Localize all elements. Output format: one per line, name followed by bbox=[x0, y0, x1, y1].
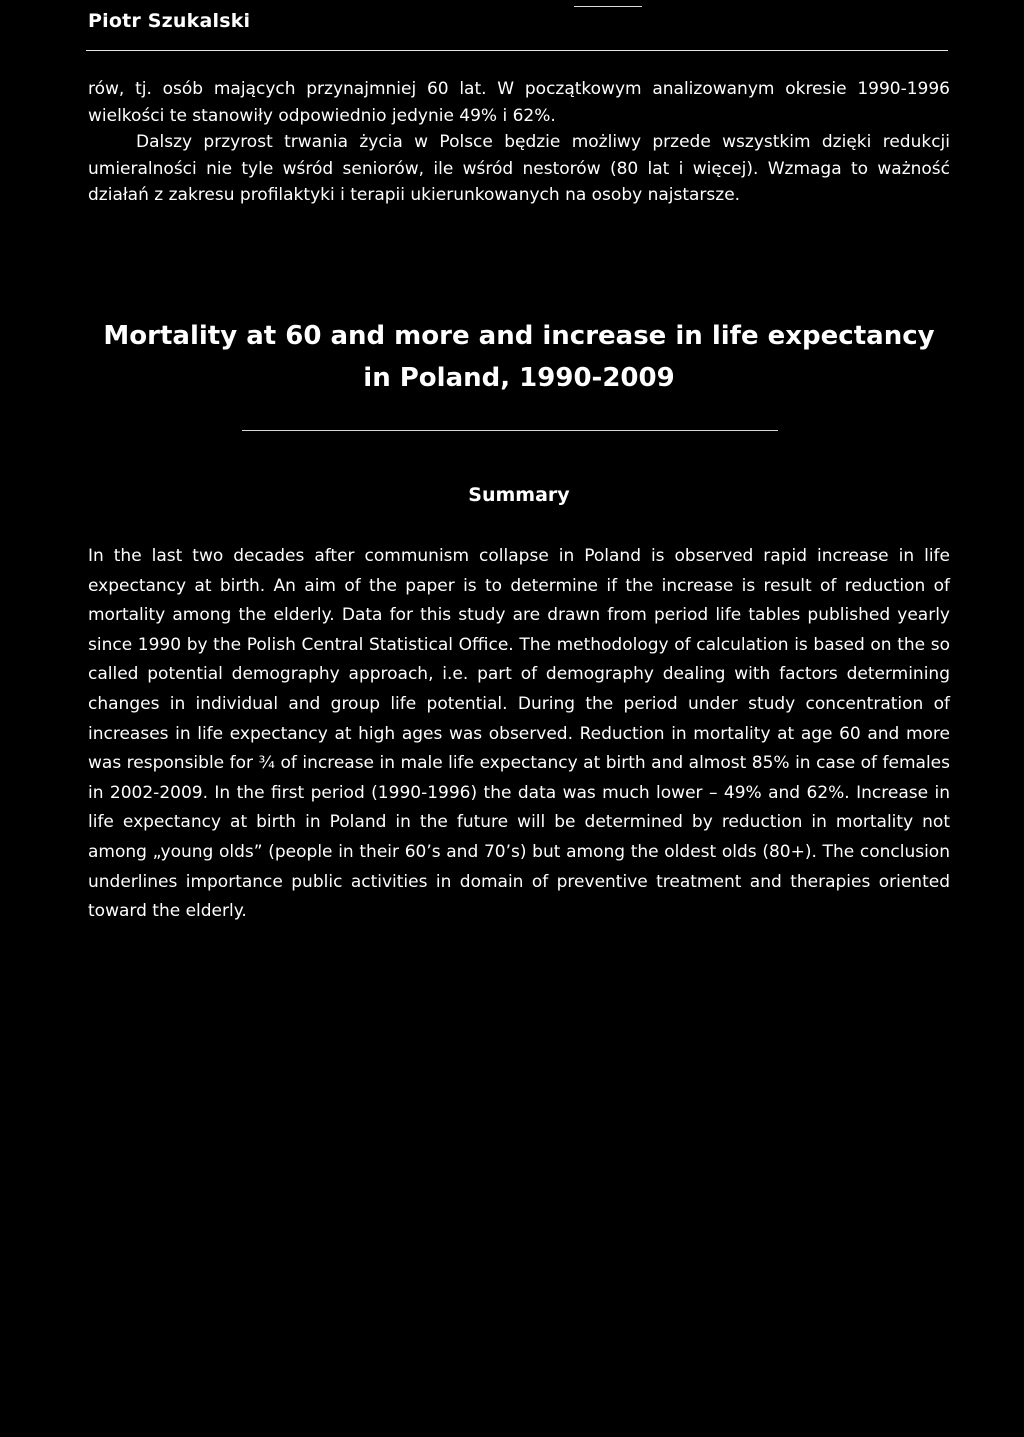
polish-text-block bbox=[88, 76, 950, 209]
title-rule bbox=[242, 430, 778, 431]
summary-text: In the last two decades after communism collapse in Poland is observed rapid increase in life expectancy at birth. An aim of the paper is to determine if the increase is result of reduction of mortality among the elderly. Data for this study are drawn from period life tables published yearly since 1990 by the Polish Central Statistical Office. The methodology of calculation is based on the so called potential demography approach, i.e. part of demography dealing with factors determining changes in individual and group life potential. During the period under study concentration of increases in life expectancy at high ages was observed. Reduction in mortality at age 60 and more was responsible for ¾ of increase in male life expectancy at birth and almost 85% in case of females in 2002-2009. In the first period (1990-1996) the data was much lower – 49% and 62%. Increase in life expectancy at birth in Poland in the future will be determined by reduction in mortality not among „young olds” (people in their 60’s and 70’s) but among the oldest olds (80+). The conclusion underlines importance public activities in domain of preventive treatment and therapies oriented toward the elderly. bbox=[88, 546, 950, 922]
article-title-line-2: in Poland, 1990-2009 bbox=[363, 363, 675, 393]
header-rule bbox=[86, 50, 948, 51]
summary-heading: Summary bbox=[468, 484, 570, 506]
running-head-author: Piotr Szukalski bbox=[88, 10, 251, 32]
polish-paragraph-1: rów, tj. osób mających przynajmniej 60 lat. W początkowym analizowanym okresie 1990-1996 wielkości te stanowiły odpowiednio jedynie 49% i 62%. bbox=[88, 79, 950, 126]
article-title bbox=[88, 315, 950, 399]
article-title-line-1: Mortality at 60 and more and increase in life expectancy bbox=[103, 321, 935, 351]
top-margin-mark bbox=[574, 6, 642, 7]
polish-paragraph-2: Dalszy przyrost trwania życia w Polsce będzie możliwy przede wszystkim dzięki redukcji umieralności nie tyle wśród seniorów, ile wśród nestorów (80 lat i więcej). Wzmaga to ważność działań z zakresu profilaktyki i terapii ukierunkowanych na osoby najstarsze. bbox=[88, 132, 950, 205]
